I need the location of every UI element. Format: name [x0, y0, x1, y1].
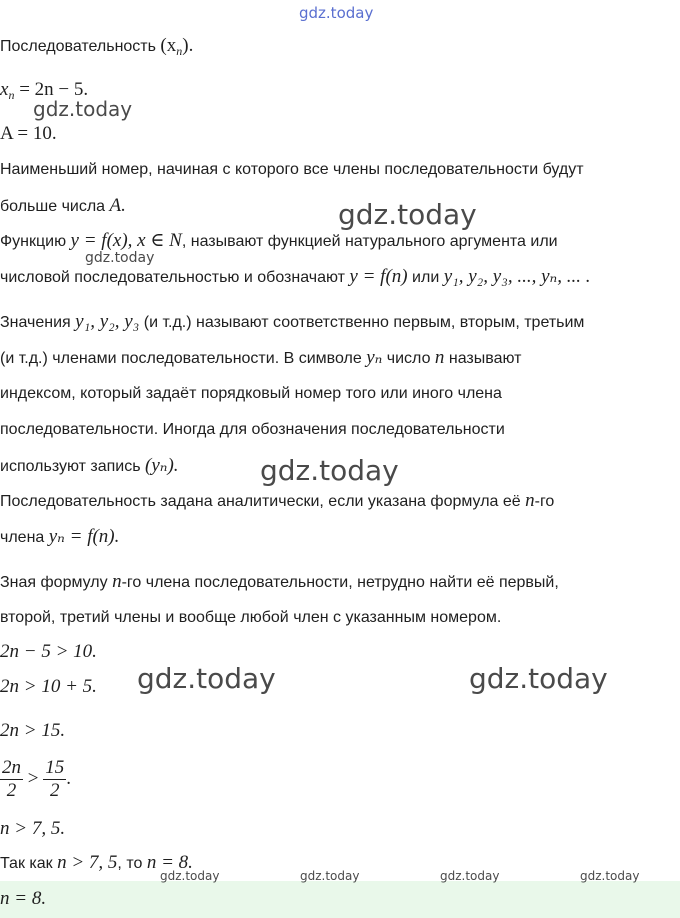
watermark: gdz.today [338, 198, 477, 231]
text: число [382, 350, 435, 367]
math: y₁, y₂, y₃ [75, 311, 140, 332]
math: y = f(x), x ∈ N [70, 230, 182, 251]
answer-highlight [0, 881, 680, 918]
math-step: 2n − 5 > 10. [0, 641, 97, 662]
paragraph-line [0, 312, 584, 333]
paragraph-line [0, 572, 559, 593]
text: Значения [0, 314, 76, 331]
watermark: gdz.today [260, 454, 399, 487]
paragraph-line: второй, третий члены и вообще любой член с указанным номером. [0, 609, 502, 626]
watermark: gdz.today [469, 662, 608, 695]
text: (и т.д.) называют соответственно первым, вторым, третьим [139, 314, 585, 331]
paragraph-line: последовательности. Иногда для обозначения последовательности [0, 421, 505, 438]
watermark: gdz.today [137, 662, 276, 695]
math-step: n > 7, 5. [0, 818, 66, 839]
math-step: 2n > 15. [0, 720, 66, 741]
text: Последовательность задана аналитически, если указана формула её [0, 493, 526, 510]
text: Зная формулу [0, 574, 113, 591]
math: n [434, 347, 445, 368]
watermark: gdz.today [85, 250, 155, 266]
math: (yₙ). [145, 455, 179, 476]
math: y₁, y₂, y₃, ..., yₙ, ... . [443, 266, 591, 287]
watermark: gdz.today [160, 869, 220, 883]
sequence-heading [0, 36, 193, 61]
fraction-left: $\frac{2n}{2}$ [2, 757, 21, 802]
watermark: gdz.today [580, 869, 640, 883]
fraction-step [0, 756, 71, 803]
paragraph-line [0, 231, 558, 252]
math-step: 2n > 10 + 5. [0, 676, 97, 697]
text: или [407, 269, 444, 286]
paragraph-line: Наименьший номер, начиная с которого все члены последовательности будут [0, 161, 584, 178]
math: $(x_n)$. [160, 35, 194, 58]
text: -го [534, 493, 555, 510]
paragraph-line [0, 267, 590, 288]
paragraph-line [0, 196, 126, 217]
math-rest: = 2n − 5. [14, 79, 89, 100]
paragraph-line [0, 456, 179, 477]
math: n [112, 571, 122, 592]
paragraph-line: индексом, который задаёт порядковый номер того или иного члена [0, 385, 502, 402]
text: Последовательность [0, 38, 161, 55]
math: n = 8. [146, 852, 193, 873]
text: используют запись [0, 458, 146, 475]
watermark: gdz.today [33, 97, 133, 121]
math: n [525, 490, 535, 511]
paragraph-line [0, 348, 521, 369]
text: -го члена последовательности, нетрудно найти её первый, [121, 574, 559, 591]
paragraph-line [0, 527, 119, 548]
math: yₙ [366, 347, 383, 368]
a-value-line: A = 10. [0, 123, 57, 144]
watermark-top: gdz.today [299, 4, 374, 22]
math: yₙ = f(n). [48, 526, 120, 547]
text: Так как [0, 855, 58, 872]
fraction-right: $\frac{15}{2}$ [45, 757, 65, 802]
math: n > 7, 5 [57, 852, 118, 873]
text: больше числа [0, 198, 110, 215]
paragraph-line [0, 491, 554, 512]
math: y = f(n) [349, 266, 408, 287]
math-op: > [23, 768, 44, 789]
text: называют [444, 350, 522, 367]
text: члена [0, 529, 49, 546]
text: числовой последовательностью и обозначают [0, 269, 350, 286]
math-sub: n [8, 88, 15, 102]
math-x: x [0, 79, 9, 100]
text: Функцию [0, 233, 71, 250]
math: A. [109, 195, 126, 216]
answer-line: n = 8. [0, 888, 47, 909]
math-end: . [66, 768, 71, 789]
text: (и т.д.) членами последовательности. В символе [0, 350, 367, 367]
watermark: gdz.today [440, 869, 500, 883]
text: , то [117, 855, 147, 872]
text: , называют функцией натурального аргумента или [181, 233, 558, 250]
watermark: gdz.today [300, 869, 360, 883]
